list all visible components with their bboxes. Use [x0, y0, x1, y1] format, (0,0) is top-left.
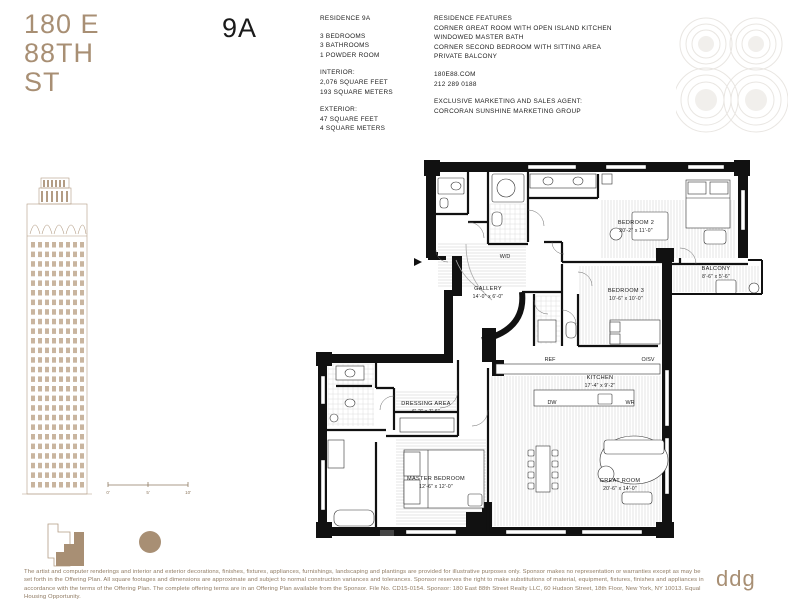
exterior-sqm: 4 SQUARE METERS [320, 125, 386, 133]
room-bedroom-2-dim: 20'-2" x 11'-0" [619, 228, 653, 234]
room-gallery: GALLERY [474, 286, 502, 292]
feature-item: CORNER SECOND BEDROOM WITH SITTING AREA [434, 43, 602, 51]
legal-disclaimer: The artist and computer renderings and interior and exterior decorations, finishes, fixtures, appliances, furnishings, landscaping and plantings are provided for illustrative purposes only. Sponsor makes no representation or warranties except as may be set forth in the Offering Plan. All square footages and dimensions are approximate and subject to normal construction variances and tolerances. Sponsor reserves the right to make substitutions of material, equipment, fixtures, finishes and appliances in accordance with the terms of the Offering Plan. The complete offering terms are in an Offering Plan available from the Sponsor. File No. CD15-0154. Sponsor: 180 East 88th Street Realty LLC, 60 Hudson Street, 18th Floor, New York, NY 10013. Equal Housing Opportunity. [24, 569, 704, 601]
residence-features [434, 14, 612, 116]
agent-label: EXCLUSIVE MARKETING AND SALES AGENT: [434, 98, 583, 106]
powder-room-count: 1 POWDER ROOM [320, 51, 380, 59]
room-gallery-dim: 14'-0" x 6'-0" [472, 294, 504, 300]
room-balcony-dim: 8'-6" x 5'-6" [702, 274, 730, 280]
interior-label: INTERIOR: [320, 69, 356, 77]
address-line-1: 180 E [24, 9, 100, 39]
interior-sqm: 193 SQUARE METERS [320, 88, 393, 96]
building-elevation-icon [22, 176, 92, 496]
appliance-dw: DW [547, 400, 557, 406]
room-great-room-dim: 20'-6" x 14'-0" [603, 486, 637, 492]
agent-name: CORCORAN SUNSHINE MARKETING GROUP [434, 107, 581, 115]
scale-label-0: 0' [106, 490, 110, 495]
scale-label-5: 5' [146, 490, 150, 495]
website-link[interactable]: 180E88.COM [434, 70, 476, 78]
exterior-label: EXTERIOR: [320, 106, 358, 114]
key-plan-icon [44, 522, 174, 568]
feature-item: CORNER GREAT ROOM WITH OPEN ISLAND KITCHEN [434, 24, 612, 32]
address-line-3: ST [24, 67, 61, 97]
feature-item: PRIVATE BALCONY [434, 53, 498, 61]
ddg-logo: ddg [716, 566, 756, 591]
room-bedroom-3: BEDROOM 3 [607, 288, 645, 294]
appliance-ref: REF [544, 357, 556, 363]
exterior-sqft: 47 SQUARE FEET [320, 115, 379, 123]
feature-item: WINDOWED MASTER BATH [434, 34, 524, 42]
residence-info [320, 14, 393, 134]
room-kitchen-dim: 17'-4" x 9'-2" [584, 383, 616, 389]
eighty-eight-logo-icon [676, 8, 788, 136]
scale-bar [100, 482, 196, 496]
room-bedroom-2: BEDROOM 2 [617, 220, 655, 226]
room-dressing-area: DRESSING AREA [401, 401, 451, 407]
floor-plan [316, 160, 776, 538]
residence-title: RESIDENCE 9A [320, 15, 371, 22]
room-master-bedroom: MASTER BEDROOM [407, 476, 465, 482]
appliance-wr: WR [625, 400, 635, 406]
bedroom-count: 3 BEDROOMS [320, 32, 366, 40]
bathroom-count: 3 BATHROOMS [320, 42, 370, 50]
features-title: RESIDENCE FEATURES [434, 15, 513, 22]
room-wd: W/D [499, 254, 511, 260]
room-master-bedroom-dim: 12'-6" x 12'-0" [419, 484, 453, 490]
room-balcony: BALCONY [701, 266, 731, 272]
address-line-2: 88TH [24, 38, 95, 68]
unit-number: 9A [222, 13, 258, 43]
appliance-osv: O/SV [641, 357, 655, 363]
room-kitchen: KITCHEN [586, 375, 614, 381]
scale-label-10: 10' [185, 490, 191, 495]
phone-number: 212 289 0188 [434, 80, 477, 88]
room-dressing-area-dim: 6'-2" x 7'-6" [412, 409, 440, 415]
entry-arrow-icon [414, 258, 422, 266]
building-address [24, 10, 134, 97]
room-great-room: GREAT ROOM [599, 478, 641, 484]
interior-sqft: 2,076 SQUARE FEET [320, 78, 388, 86]
room-bedroom-3-dim: 10'-6" x 10'-0" [609, 296, 643, 302]
